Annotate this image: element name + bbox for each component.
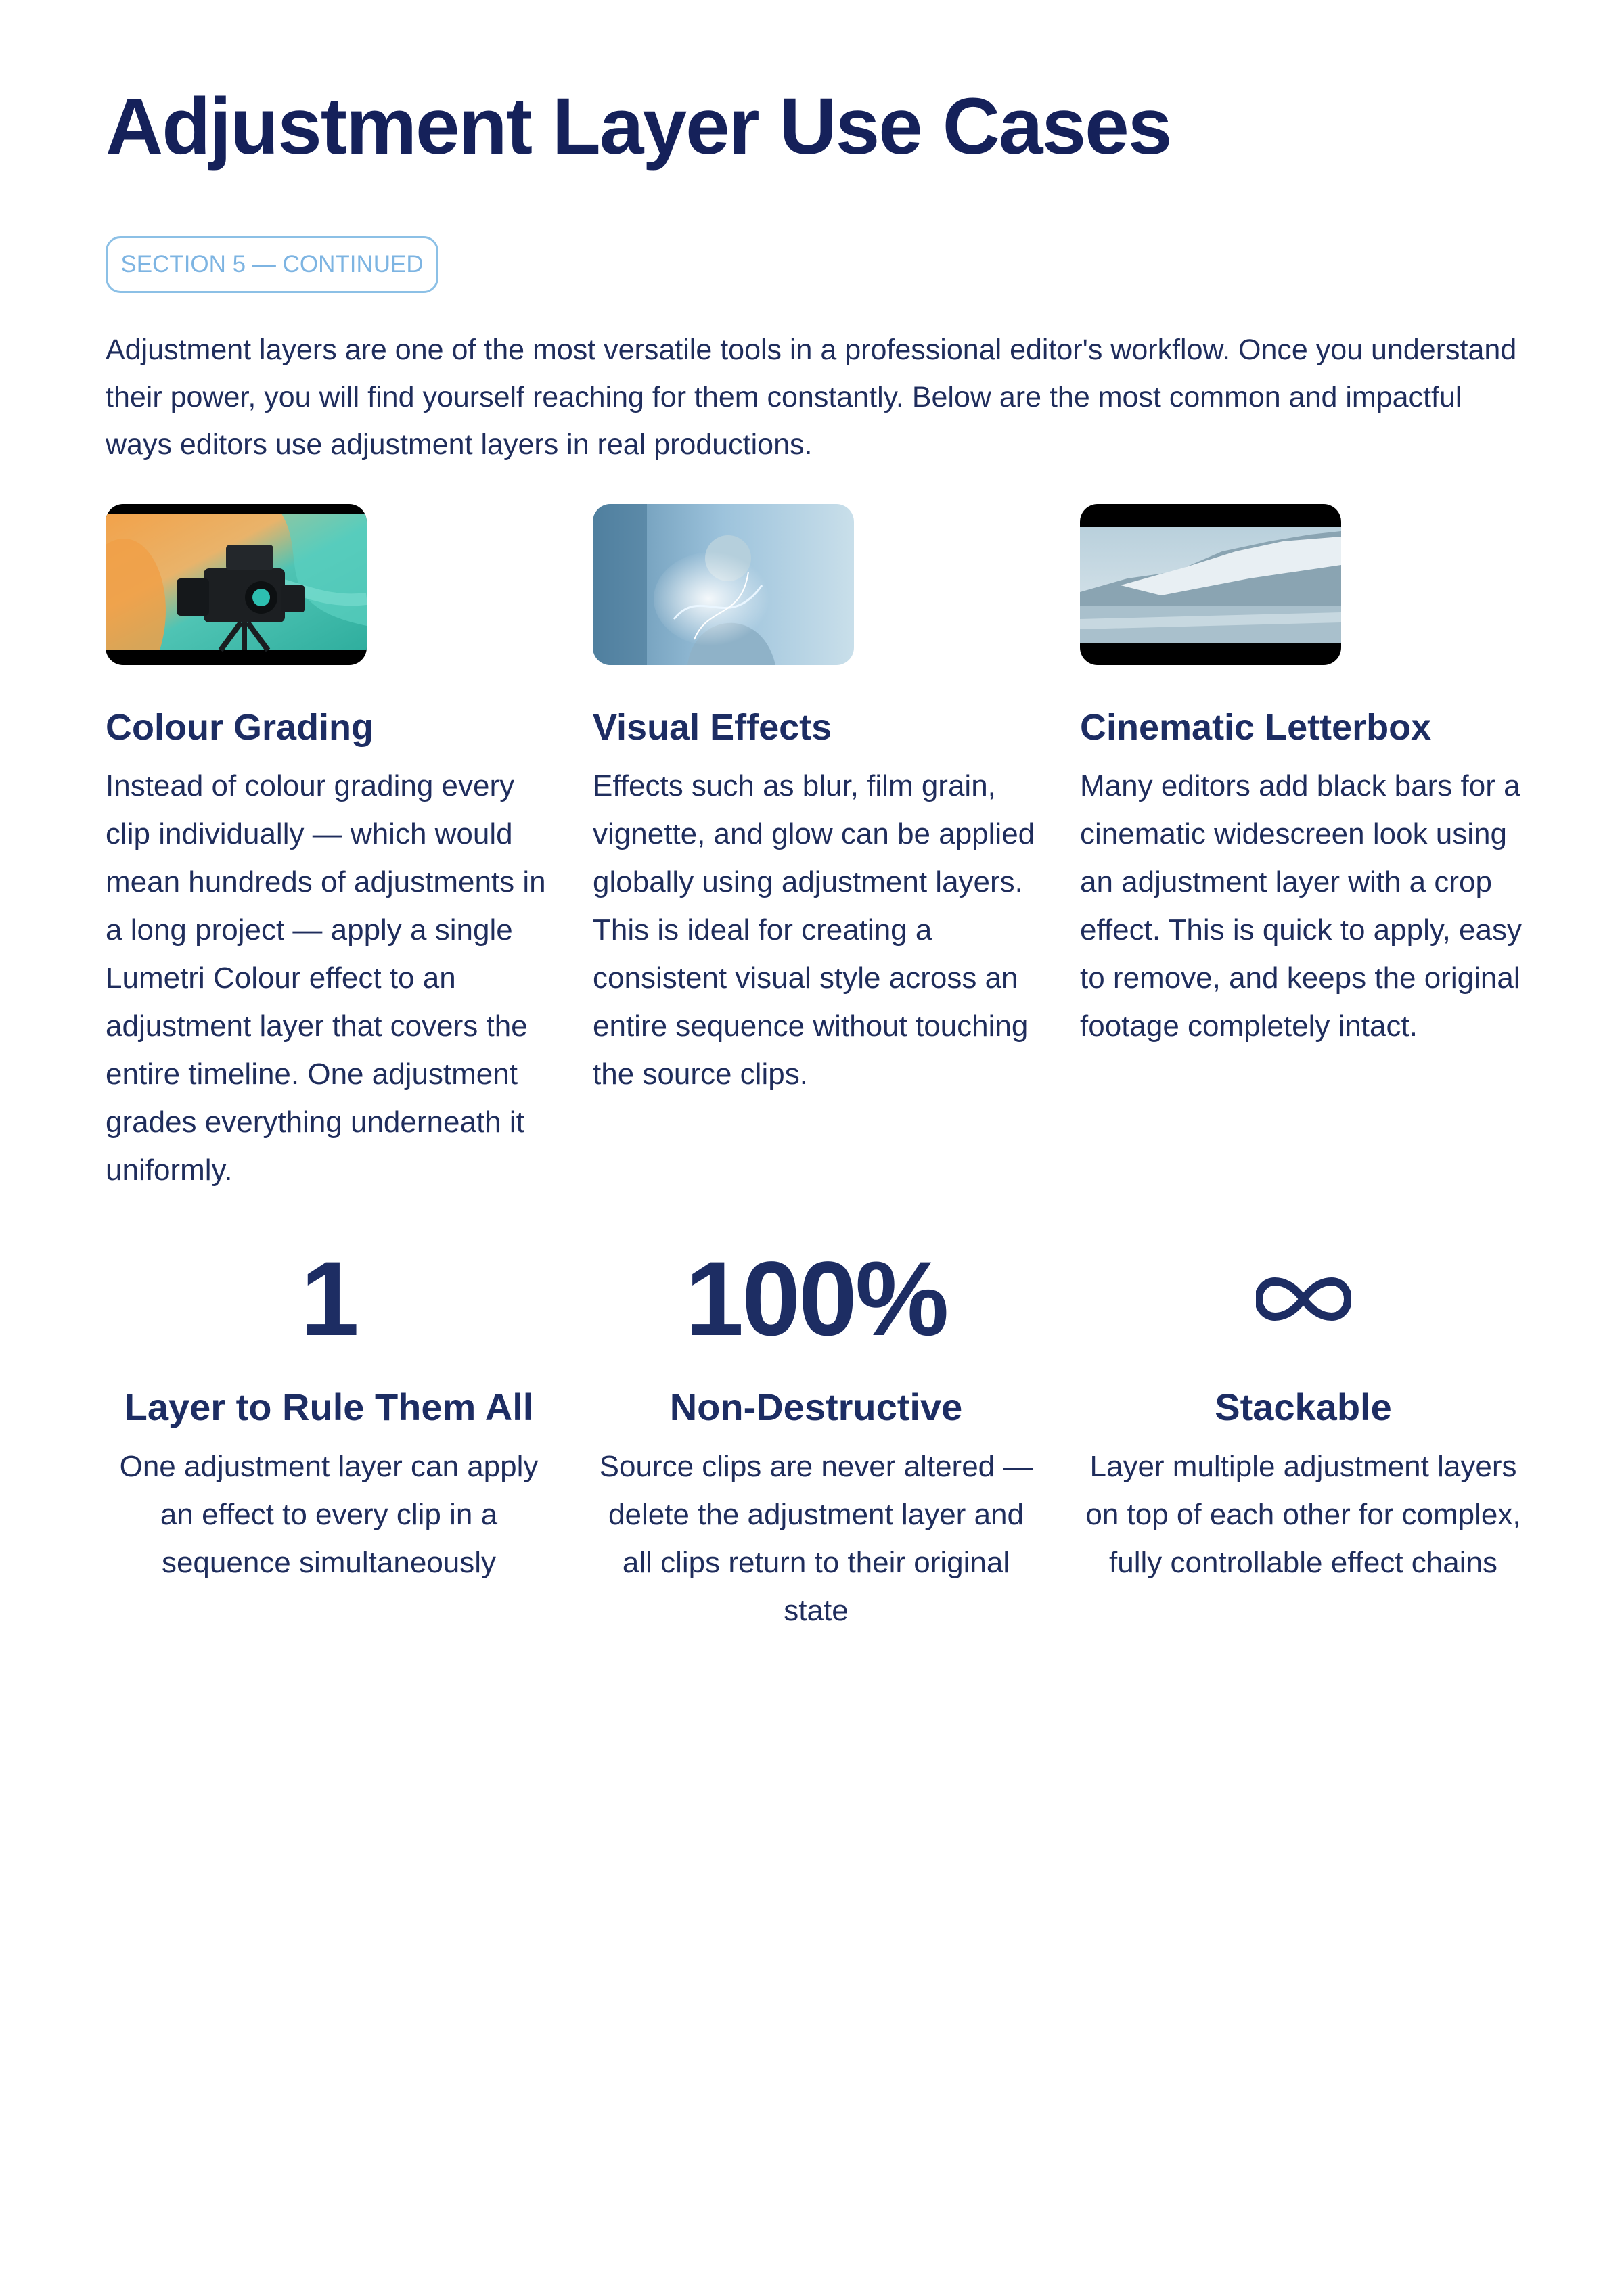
infinity-icon <box>1256 1231 1351 1367</box>
letterboxed-landscape-thumbnail <box>1080 504 1341 665</box>
intro-paragraph: Adjustment layers are one of the most versatile tools in a professional editor's workflow. Once you understand their power, you will find yourself reaching for them constantly. Below are the most common and impactful ways editors use adjustment layers in real productions. <box>106 334 1517 461</box>
stat-value: 1 <box>300 1240 357 1358</box>
section-badge: SECTION 5 — CONTINUED <box>106 236 438 293</box>
stat-title: Layer to Rule Them All <box>124 1386 534 1428</box>
stat-title: Stackable <box>1215 1386 1392 1428</box>
stat-block-non-destructive <box>572 1231 1060 1635</box>
page-title: Adjustment Layer Use Cases <box>106 82 1171 171</box>
cinema-camera-thumbnail <box>106 504 367 665</box>
use-case-card-visual-effects <box>593 504 1053 1098</box>
card-body: Effects such as blur, film grain, vignette, and glow can be applied globally using adjustment layers. This is ideal for creating a consistent visual style across an entire sequence without touching the source clips. <box>593 769 1035 1091</box>
use-case-card-colour-grading <box>106 504 566 1194</box>
stat-body: One adjustment layer can apply an effect to every clip in a sequence simultaneously <box>119 1450 539 1579</box>
card-body: Many editors add black bars for a cinematic widescreen look using an adjustment layer with a crop effect. This is quick to apply, easy to remove, and keeps the original footage completely intact. <box>1080 769 1522 1043</box>
card-title: Cinematic Letterbox <box>1080 707 1432 748</box>
use-case-card-cinematic-letterbox <box>1080 504 1540 1050</box>
stat-body: Layer multiple adjustment layers on top of each other for complex, fully controllable effect chains <box>1085 1450 1521 1579</box>
stat-block-layer <box>85 1231 572 1587</box>
stat-title: Non-Destructive <box>669 1386 963 1428</box>
card-title: Colour Grading <box>106 707 374 748</box>
stat-block-stackable <box>1060 1231 1547 1587</box>
card-body: Instead of colour grading every clip individually — which would mean hundreds of adjustments in a long project — apply a single Lumetri Colour effect to an adjustment layer that covers the entire timeline. One adjustment grades everything underneath it uniformly. <box>106 769 546 1187</box>
stat-body: Source clips are never altered — delete the adjustment layer and all clips return to their original state <box>599 1450 1033 1627</box>
stat-value <box>1060 1231 1547 1367</box>
card-title: Visual Effects <box>593 707 832 748</box>
glowing-figure-thumbnail <box>593 504 854 665</box>
stat-value: 100% <box>685 1240 947 1358</box>
